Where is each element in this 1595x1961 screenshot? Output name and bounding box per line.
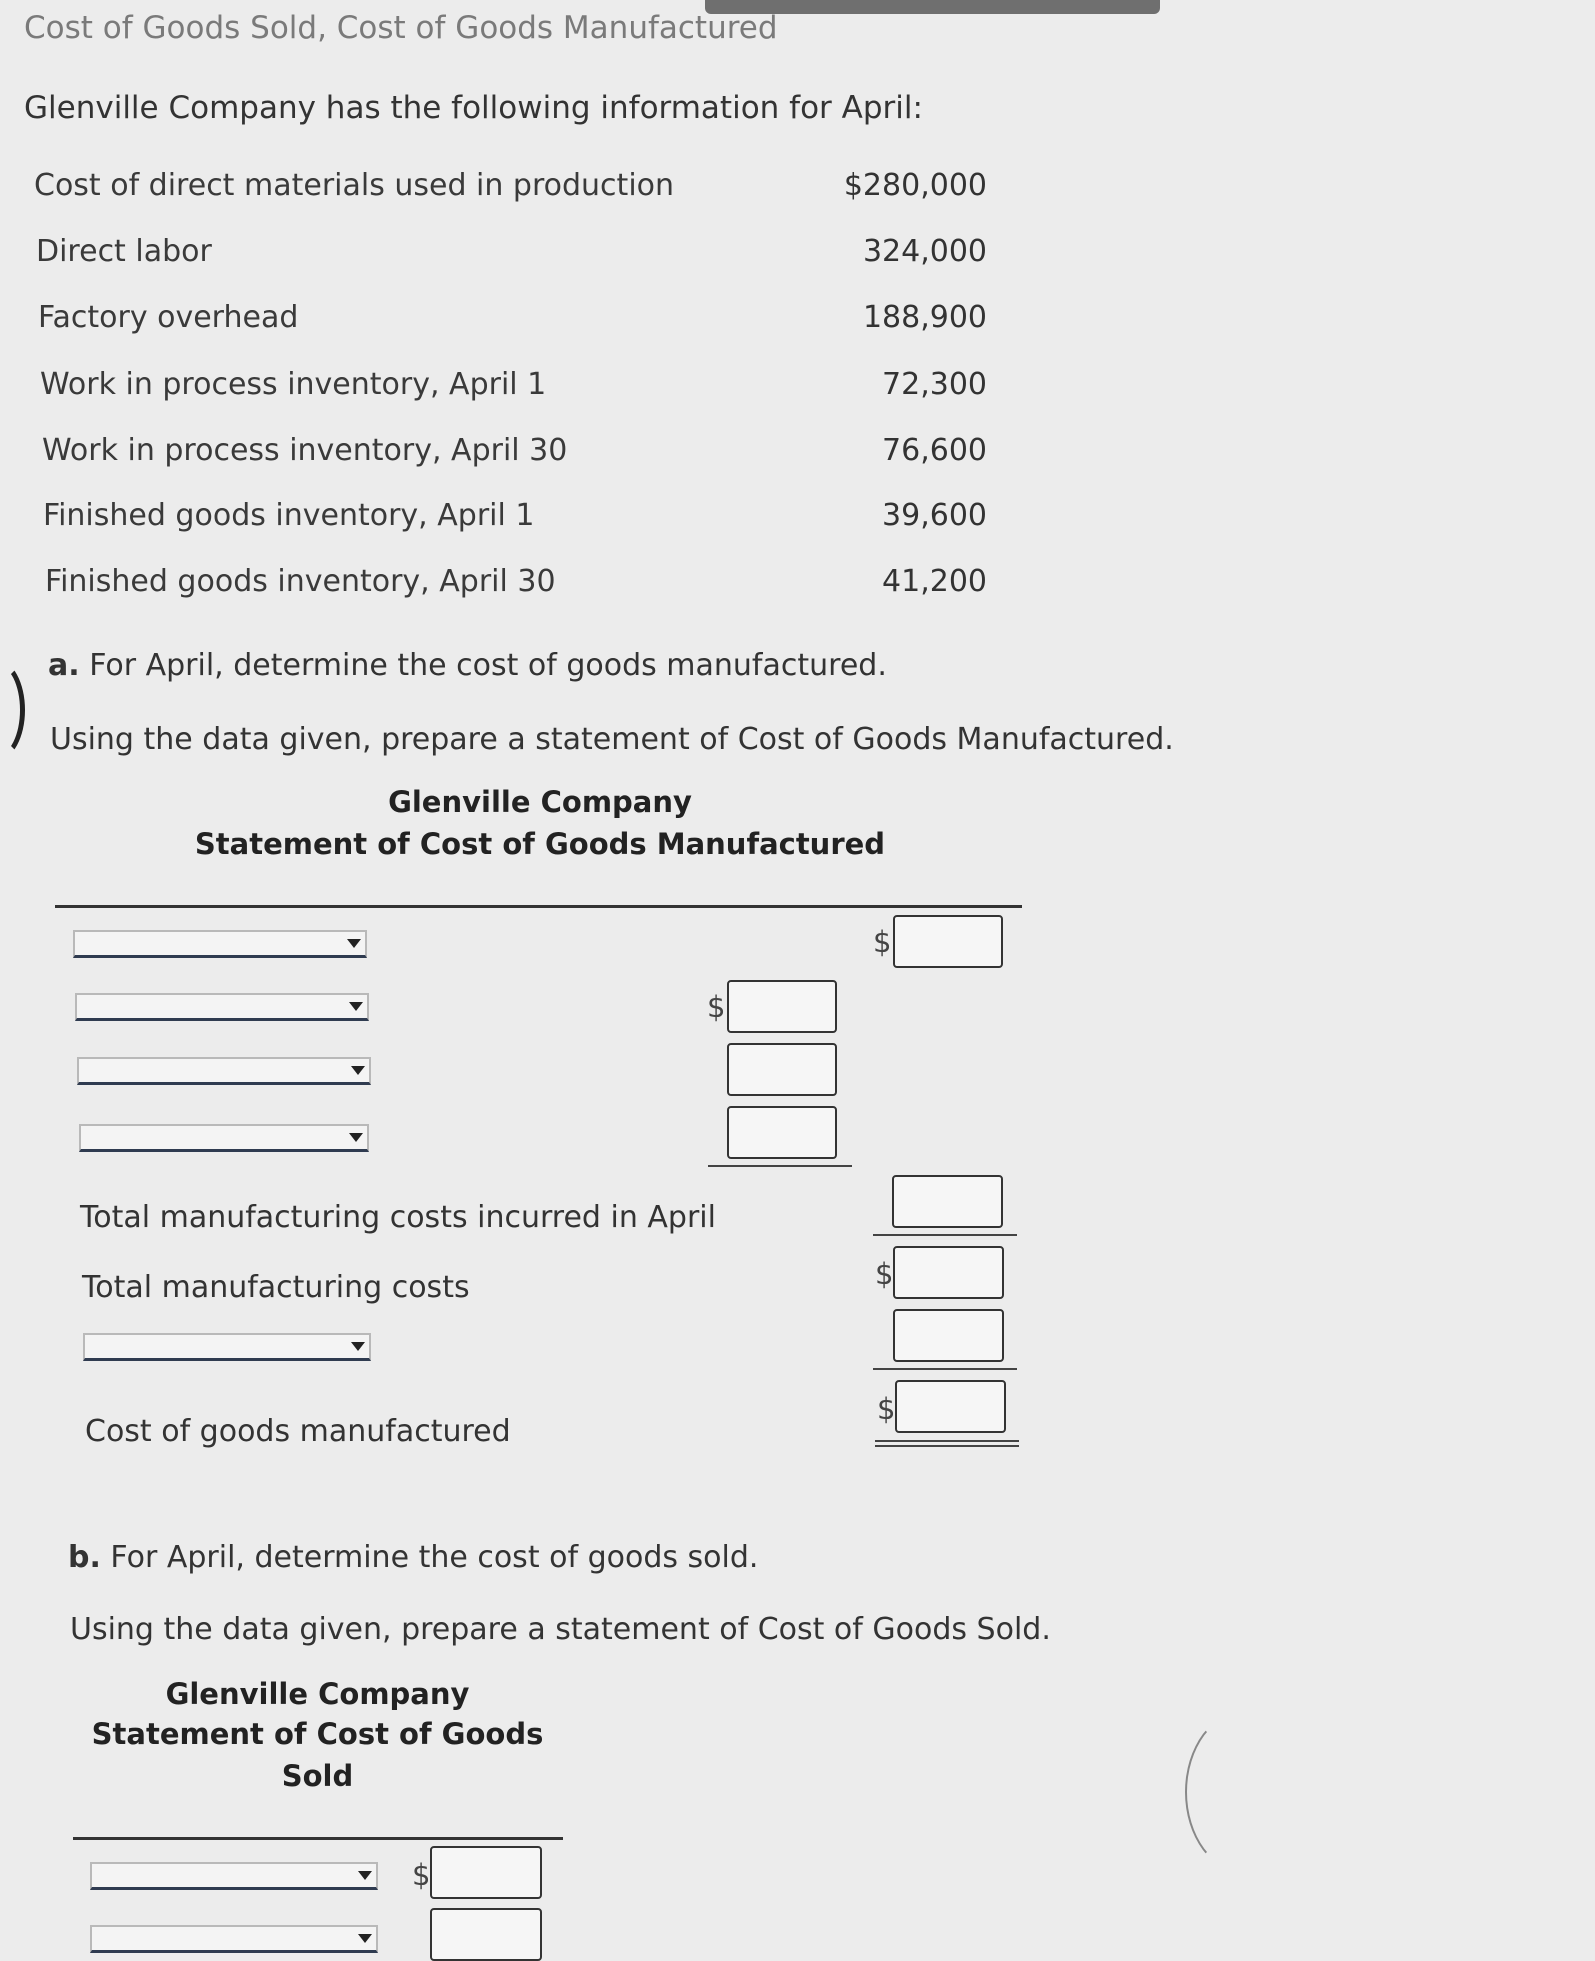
part-a-question: [48, 648, 887, 683]
given-row-label: Finished goods inventory, April 1: [43, 498, 535, 533]
cogs-line-1-amount-input[interactable]: [430, 1846, 542, 1899]
given-row-value: 188,900: [862, 300, 987, 335]
total-costs-label: Total manufacturing costs: [82, 1270, 470, 1305]
page-title: Cost of Goods Sold, Cost of Goods Manufactured: [24, 10, 778, 46]
total-double-rule: [875, 1440, 1019, 1442]
total-incurred-label: Total manufacturing costs incurred in April: [80, 1200, 716, 1235]
chevron-down-icon: [351, 1342, 365, 1351]
cogm-cost-3-dropdown[interactable]: [79, 1124, 369, 1152]
chevron-down-icon: [358, 1871, 372, 1880]
total-costs-amount-input[interactable]: [893, 1246, 1004, 1299]
currency-symbol: $: [875, 1257, 894, 1291]
given-row-label: Factory overhead: [38, 300, 299, 335]
cogm-less-dropdown[interactable]: [83, 1333, 371, 1361]
cogs-line-1-dropdown[interactable]: [90, 1862, 378, 1890]
margin-bracket-mark: [0, 660, 25, 760]
currency-symbol: $: [873, 925, 892, 959]
chevron-down-icon: [347, 939, 361, 948]
given-row-value: 76,600: [882, 433, 987, 468]
part-b-statement-title-cont: Sold: [281, 1759, 354, 1793]
statement-b-header-rule: [73, 1837, 563, 1840]
subtotal-rule: [873, 1368, 1017, 1370]
part-a-statement-title: Statement of Cost of Goods Manufactured: [194, 827, 886, 861]
pencil-mark: [1185, 1710, 1307, 1874]
given-row-label: Finished goods inventory, April 30: [45, 564, 556, 599]
currency-symbol: $: [412, 1858, 431, 1892]
subtotal-rule: [873, 1234, 1017, 1236]
statement-header-rule: [55, 905, 1022, 908]
given-row-value: 39,600: [882, 498, 987, 533]
given-row-value: 41,200: [882, 564, 987, 599]
part-a-company: Glenville Company: [388, 785, 692, 819]
chevron-down-icon: [351, 1066, 365, 1075]
chevron-down-icon: [349, 1133, 363, 1142]
total-incurred-amount-input[interactable]: [892, 1175, 1003, 1228]
cogm-cost-1-dropdown[interactable]: [75, 993, 369, 1021]
given-row-label: Work in process inventory, April 1: [40, 367, 547, 402]
subtotal-rule: [708, 1165, 852, 1167]
cogm-cost-2-amount-input[interactable]: [727, 1043, 837, 1096]
part-a-question-text: For April, determine the cost of goods manufactured.: [89, 648, 887, 683]
part-a-instruction: Using the data given, prepare a statement of Cost of Goods Manufactured.: [50, 722, 1174, 757]
cogs-line-2-dropdown[interactable]: [90, 1925, 378, 1953]
part-b-statement-title: Statement of Cost of Goods: [91, 1717, 544, 1751]
cogm-cost-1-amount-input[interactable]: [727, 980, 837, 1033]
given-row-value: 72,300: [882, 367, 987, 402]
chevron-down-icon: [349, 1002, 363, 1011]
cogm-amount-input[interactable]: [895, 1380, 1006, 1433]
cogm-label: Cost of goods manufactured: [85, 1414, 511, 1449]
cogm-cost-3-amount-input[interactable]: [727, 1106, 837, 1159]
part-b-company: Glenville Company: [165, 1677, 470, 1711]
currency-symbol: $: [707, 990, 726, 1024]
cogm-cost-2-dropdown[interactable]: [77, 1057, 371, 1085]
given-row-value: 324,000: [862, 234, 987, 269]
currency-symbol: $: [877, 1392, 896, 1426]
total-double-rule: [875, 1445, 1019, 1447]
part-b-letter: b.: [68, 1540, 101, 1575]
part-b-question: [68, 1540, 758, 1575]
part-a-letter: a.: [48, 648, 80, 683]
part-b-question-text: For April, determine the cost of goods sold.: [110, 1540, 759, 1575]
given-row-label: Direct labor: [36, 234, 212, 269]
given-row-label: Work in process inventory, April 30: [42, 433, 568, 468]
chevron-down-icon: [358, 1934, 372, 1943]
cogs-line-2-amount-input[interactable]: [430, 1908, 542, 1961]
given-row-value: $280,000: [843, 168, 987, 203]
problem-intro: Glenville Company has the following information for April:: [24, 90, 923, 126]
cogm-less-amount-input[interactable]: [893, 1309, 1004, 1362]
cogm-line-1-amount-input[interactable]: [893, 915, 1003, 968]
cogm-line-1-dropdown[interactable]: [73, 930, 367, 958]
part-b-instruction: Using the data given, prepare a statement of Cost of Goods Sold.: [70, 1612, 1051, 1647]
given-row-label: Cost of direct materials used in production: [34, 168, 675, 203]
